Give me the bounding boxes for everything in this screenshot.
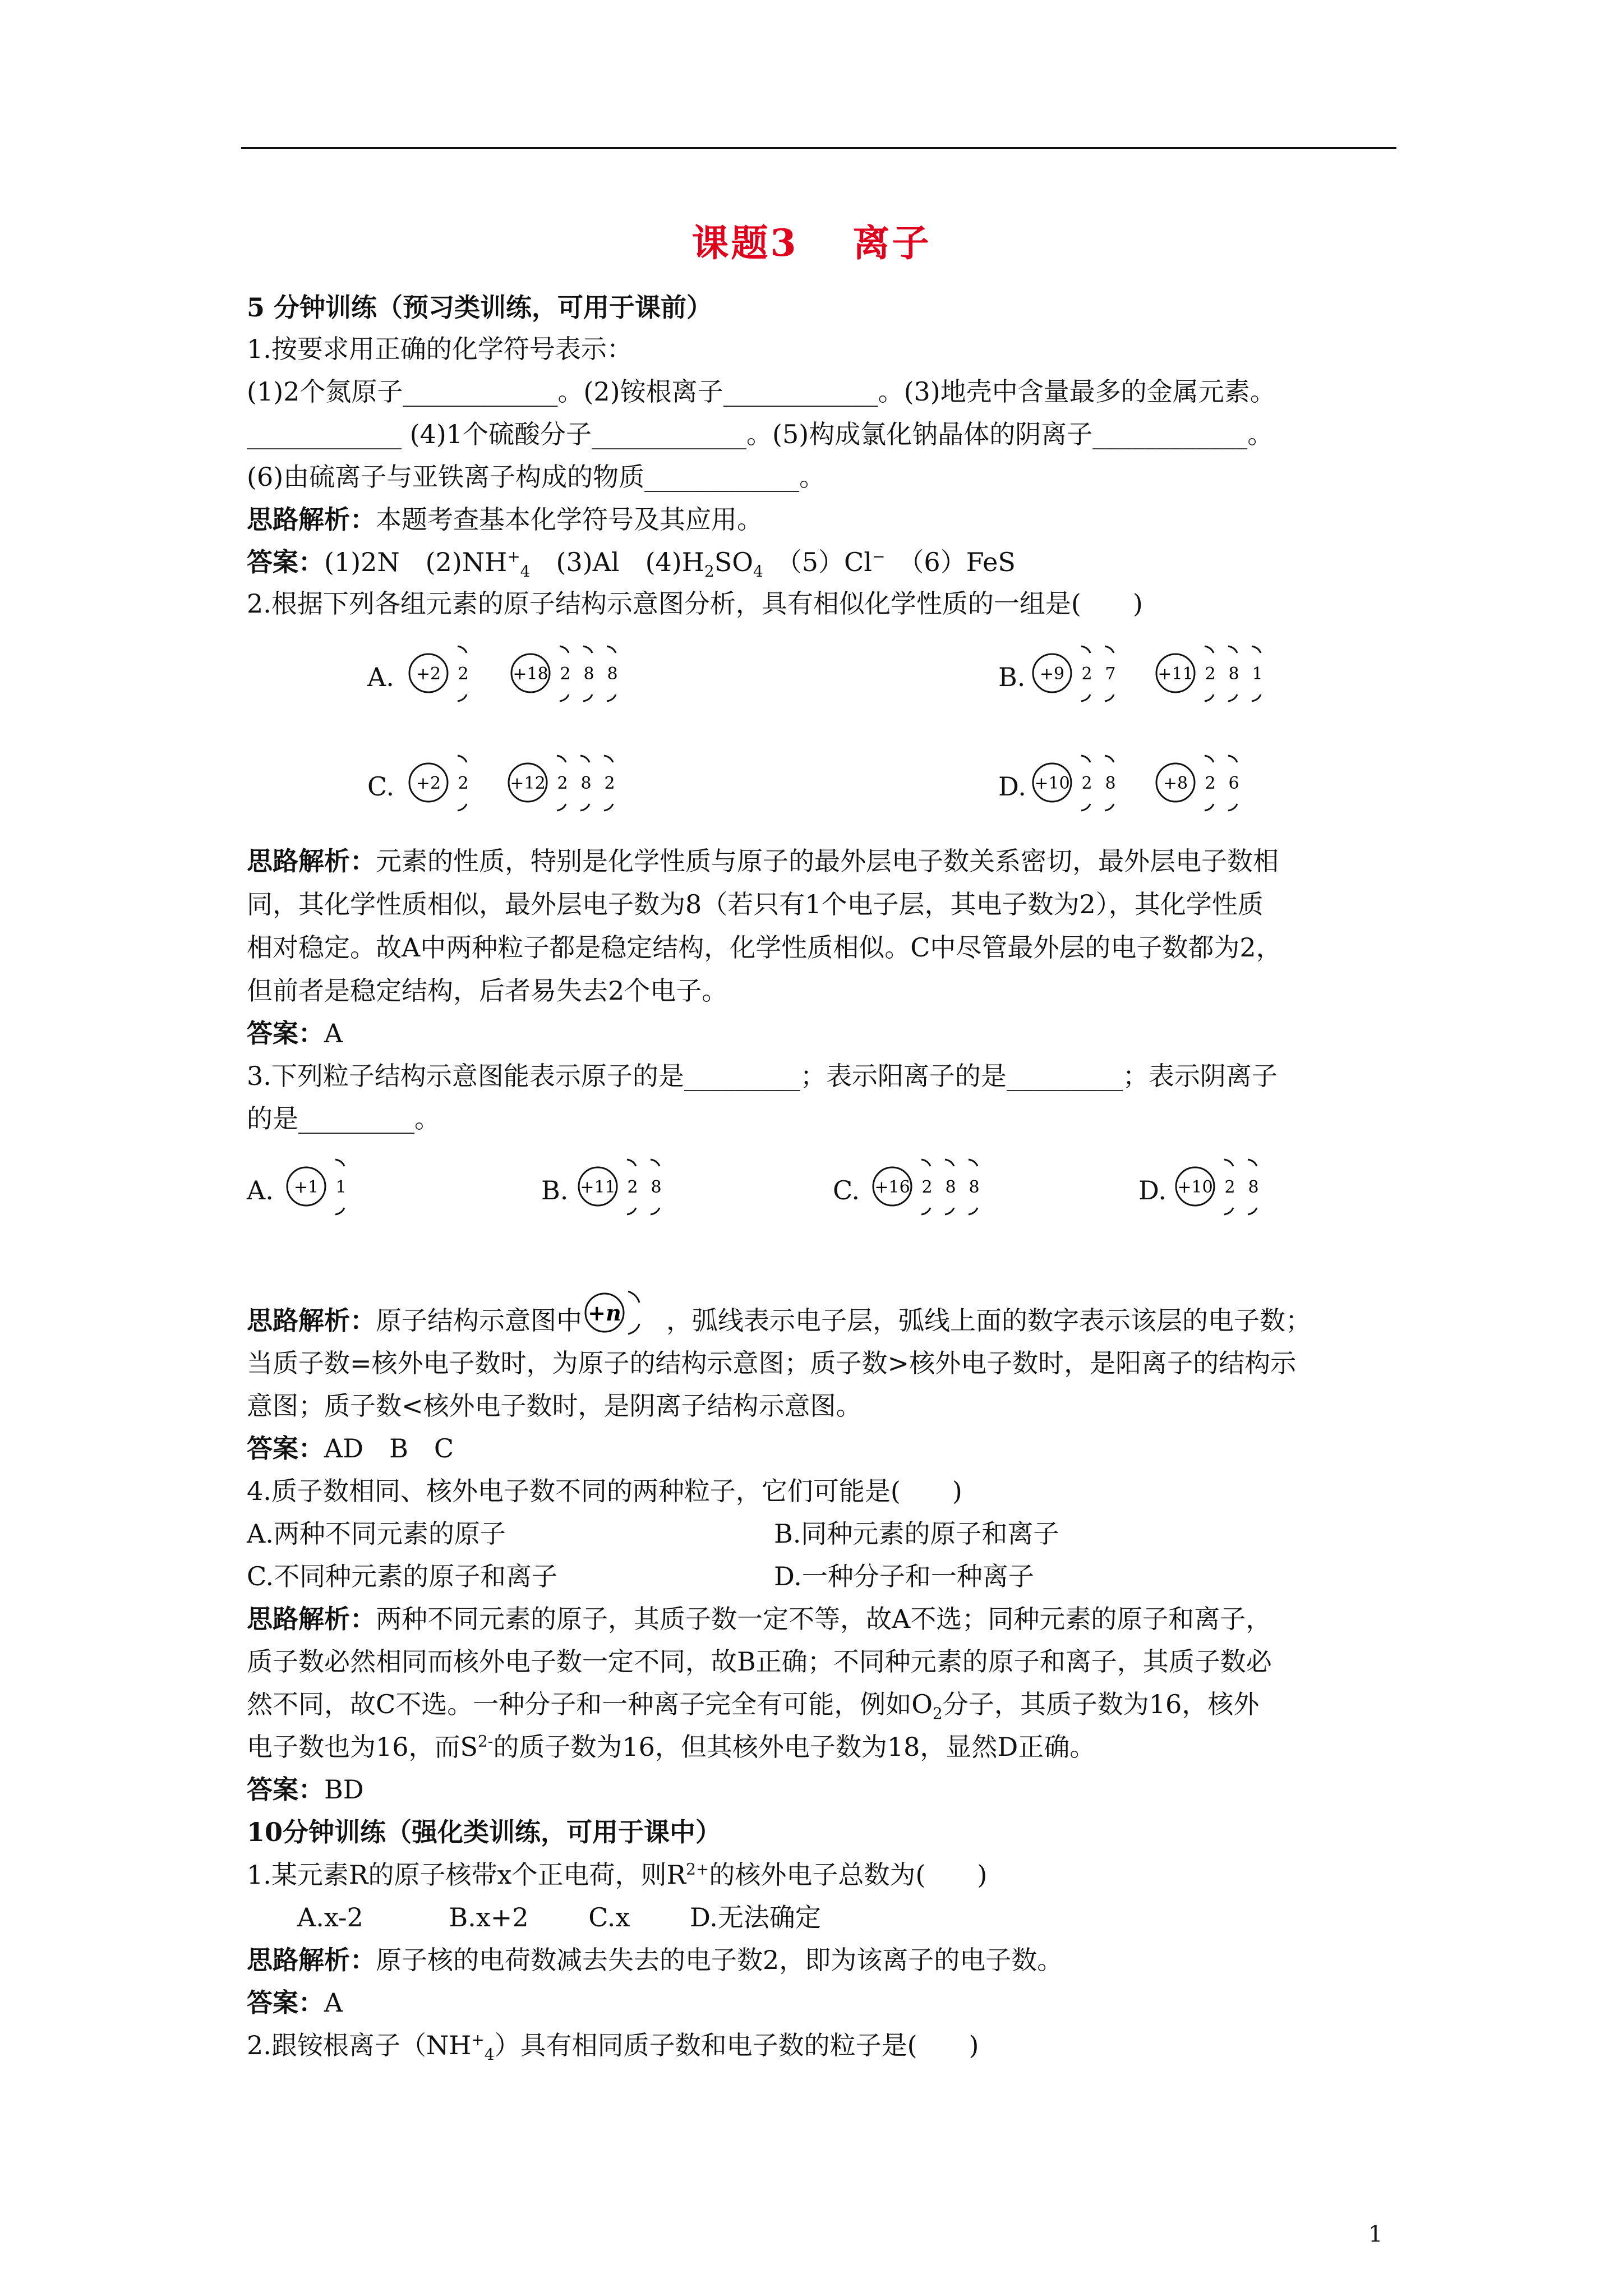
shell-arc-top xyxy=(1228,756,1237,762)
shell-arc-bottom xyxy=(458,694,467,701)
shell-electron-count: 8 xyxy=(607,664,618,684)
plus-n-nucleus-icon xyxy=(582,1300,666,1340)
shell-electron-count: 8 xyxy=(945,1177,956,1197)
q4-analysis-2: 质子数必然相同而核外电子数一定不同，故B正确；不同种元素的原子和离子，其质子数必 xyxy=(247,1646,1272,1677)
shell-arc-top xyxy=(1081,756,1090,762)
q6-stem: 2.跟铵根离子$(NH^+_4)$具有相同质子数和电子数的粒子是( ) xyxy=(247,2030,979,2064)
q4-option-b: B.同种元素的原子和离子 xyxy=(774,1519,1059,1549)
header-rule xyxy=(241,147,1396,149)
shell-arc-bottom xyxy=(969,1208,978,1214)
shell-arc-bottom xyxy=(1205,694,1214,701)
shell-arc-top xyxy=(1224,1159,1233,1166)
shell-arc-top xyxy=(1228,646,1237,653)
shell-arc-top xyxy=(1081,646,1090,653)
shell-arc-bottom xyxy=(1248,1208,1257,1214)
nucleus-charge: +16 xyxy=(874,1177,910,1197)
shell-electron-count: 2 xyxy=(1205,774,1216,793)
q1-answer: 答案：(1)2N $(2)NH^+_4$ (3)Al $(4)H_2SO_4$ （5）Cl− （6）FeS xyxy=(247,547,1016,581)
shell-arc-top xyxy=(945,1159,954,1166)
shell-electron-count: 8 xyxy=(969,1177,980,1197)
shell-arc-bottom xyxy=(1081,694,1090,701)
shell-arc-top xyxy=(969,1159,978,1166)
shell-arc-bottom xyxy=(335,1208,344,1214)
shell-arc-bottom xyxy=(607,694,616,701)
shell-electron-count: 6 xyxy=(1228,774,1239,793)
shell-arc-top xyxy=(557,756,566,762)
q2-stem: 2.根据下列各组元素的原子结构示意图分析，具有相似化学性质的一组是( ) xyxy=(247,588,1143,619)
q5-analysis: 思路解析：原子核的电荷数减去失去的电子数2，即为该离子的电子数。 xyxy=(247,1945,1063,1975)
q3-option-a-label: A. xyxy=(247,1175,274,1205)
q2-option-b-label: B. xyxy=(998,662,1026,692)
q2-analysis-1: 思路解析：元素的性质，特别是化学性质与原子的最外层电子数关系密切，最外层电子数相 xyxy=(247,846,1279,876)
shell-electron-count: 2 xyxy=(627,1177,638,1197)
shell-electron-count: 8 xyxy=(580,774,592,793)
shell-electron-count: 8 xyxy=(651,1177,662,1197)
shell-arc-bottom xyxy=(945,1208,954,1214)
shell-arc-top xyxy=(335,1159,344,1166)
nucleus-charge: +1 xyxy=(293,1177,319,1197)
q3-c-atom xyxy=(872,1153,999,1228)
shell-arc-bottom xyxy=(560,694,569,701)
page-title: 课题3 离子 xyxy=(691,221,932,265)
q2-d-atom1 xyxy=(1032,749,1135,824)
q2-option-c-label: C. xyxy=(367,771,395,802)
svg-text:+n: +n xyxy=(588,1300,621,1326)
shell-arc-top xyxy=(583,646,592,653)
shell-arc-bottom xyxy=(458,804,467,811)
shell-electron-count: 2 xyxy=(1081,664,1092,684)
q5-options: A.x-2 B.x+2 C.x D.无法确定 xyxy=(297,1902,821,1932)
shell-arc-bottom xyxy=(580,804,589,811)
q3-analysis-2: 当质子数=核外电子数时，为原子的结构示意图；质子数>核外电子数时，是阳离子的结构示 xyxy=(247,1348,1297,1378)
shell-arc-bottom xyxy=(1224,1208,1233,1214)
q3-option-d-label: D. xyxy=(1138,1175,1166,1205)
shell-electron-count: 2 xyxy=(458,664,469,684)
q2-c-atom2 xyxy=(508,749,634,824)
q3-analysis-3: 意图；质子数<核外电子数时，是阴离子结构示意图。 xyxy=(247,1391,862,1421)
q5-answer: 答案：A xyxy=(247,1987,343,2018)
nucleus-charge: +2 xyxy=(416,664,441,684)
q4-stem: 4.质子数相同、核外电子数不同的两种粒子，它们可能是( ) xyxy=(247,1476,962,1506)
nucleus-charge: +10 xyxy=(1177,1177,1213,1197)
q3-d-atom xyxy=(1175,1153,1278,1228)
q4-option-a: A.两种不同元素的原子 xyxy=(247,1519,506,1549)
q3-stem-2: 的是_________。 xyxy=(247,1103,440,1134)
shell-arc-top xyxy=(921,1159,930,1166)
q5-stem: 1.某元素R的原子核带x个正电荷，则$R^{2+}$的核外电子总数为( ) xyxy=(247,1860,988,1890)
q4-option-c: C.不同种元素的原子和离子 xyxy=(247,1561,558,1591)
shell-arc-bottom xyxy=(1205,804,1214,811)
shell-arc-top xyxy=(651,1159,660,1166)
shell-electron-count: 2 xyxy=(921,1177,933,1197)
nucleus-charge: +12 xyxy=(510,774,546,793)
shell-electron-count: 2 xyxy=(1205,664,1216,684)
nucleus-charge: +9 xyxy=(1039,664,1065,684)
shell-arc-bottom xyxy=(1105,694,1114,701)
q3-option-c-label: C. xyxy=(833,1175,860,1205)
shell-arc-bottom xyxy=(1081,804,1090,811)
q2-analysis-3: 相对稳定。故A中两种粒子都是稳定结构，化学性质相似。C中尽管最外层的电子数都为2， xyxy=(247,932,1282,963)
q2-a-atom2 xyxy=(510,639,637,715)
section-heading-5min: 5 分钟训练（预习类训练，可用于课前） xyxy=(247,292,713,323)
q4-answer: 答案：BD xyxy=(247,1774,364,1805)
q2-analysis-2: 同，其化学性质相似，最外层电子数为8（若只有1个电子层，其电子数为2），其化学性质 xyxy=(247,889,1264,919)
shell-arc-bottom xyxy=(1105,804,1114,811)
shell-arc-top xyxy=(1205,756,1214,762)
shell-arc-top xyxy=(458,646,467,653)
shell-electron-count: 8 xyxy=(1248,1177,1259,1197)
q2-a-atom1 xyxy=(408,639,488,715)
nucleus-charge: +11 xyxy=(1158,664,1193,684)
shell-electron-count: 2 xyxy=(604,774,615,793)
shell-arc-bottom xyxy=(557,804,566,811)
q1-analysis: 思路解析：本题考查基本化学符号及其应用。 xyxy=(247,504,763,535)
shell-electron-count: 1 xyxy=(1252,664,1263,684)
shell-arc-top xyxy=(580,756,589,762)
shell-arc-bottom xyxy=(627,1208,636,1214)
nucleus-charge: +8 xyxy=(1163,774,1188,793)
shell-arc-bottom xyxy=(1228,694,1237,701)
nucleus-charge: +2 xyxy=(416,774,441,793)
q2-c-atom1 xyxy=(408,749,488,824)
shell-arc-bottom xyxy=(651,1208,660,1214)
q4-option-d: D.一种分子和一种离子 xyxy=(774,1561,1034,1591)
q2-analysis-4: 但前者是稳定结构，后者易失去2个电子。 xyxy=(247,976,728,1006)
q3-answer: 答案：AD B C xyxy=(247,1433,454,1464)
q3-stem-1: 3.下列粒子结构示意图能表示原子的是_________；表示阳离子的是_________；表示阴离子 xyxy=(247,1061,1278,1091)
shell-electron-count: 8 xyxy=(1105,774,1116,793)
q4-analysis-1: 思路解析：两种不同元素的原子，其质子数一定不等，故A不选；同种元素的原子和离子， xyxy=(247,1604,1272,1634)
q2-option-a-label: A. xyxy=(367,662,394,692)
q2-d-atom2 xyxy=(1155,749,1258,824)
shell-arc-top xyxy=(1252,646,1261,653)
shell-electron-count: 8 xyxy=(1228,664,1239,684)
section-heading-10min: 10分钟训练（强化类训练，可用于课中） xyxy=(247,1817,722,1847)
q1-line1: (1)2个氮原子____________。(2)铵根离子____________。(3)地壳中含量最多的金属元素。 xyxy=(247,376,1276,407)
q1-stem: 1.按要求用正确的化学符号表示： xyxy=(247,334,633,364)
q1-line2: ____________ (4)1个硫酸分子____________。(5)构成氯化钠晶体的阴离子____________。 xyxy=(247,419,1274,449)
shell-electron-count: 1 xyxy=(335,1177,347,1197)
q4-analysis-4: 电子数也为16，而$S^{2-}$的质子数为16，但其核外电子数为18，显然D正确。 xyxy=(247,1732,1096,1762)
shell-arc-top xyxy=(604,756,613,762)
nucleus-charge: +10 xyxy=(1034,774,1070,793)
nucleus-charge: +18 xyxy=(513,664,548,684)
q3-analysis-1: 思路解析：原子结构示意图中 +n ，弧线表示电子层，弧线上面的数字表示该层的电子数； xyxy=(247,1304,1311,1340)
shell-electron-count: 2 xyxy=(557,774,568,793)
q2-b-atom1 xyxy=(1032,639,1135,715)
shell-electron-count: 2 xyxy=(560,664,571,684)
q4-analysis-3: 然不同，故C不选。一种分子和一种离子完全有可能，例如$O_2$分子，其质子数为16，核外 xyxy=(247,1689,1260,1723)
q2-b-atom2 xyxy=(1155,639,1282,715)
shell-electron-count: 2 xyxy=(458,774,469,793)
shell-electron-count: 7 xyxy=(1105,664,1116,684)
shell-arc-top xyxy=(1205,646,1214,653)
shell-arc-bottom xyxy=(583,694,592,701)
shell-arc-top xyxy=(1105,756,1114,762)
shell-arc-bottom xyxy=(1252,694,1261,701)
shell-arc-top xyxy=(458,756,467,762)
nucleus-charge: +11 xyxy=(580,1177,616,1197)
q3-a-atom xyxy=(286,1153,366,1228)
shell-arc-bottom xyxy=(1228,804,1237,811)
shell-electron-count: 2 xyxy=(1081,774,1092,793)
page-number: 1 xyxy=(1368,2221,1383,2247)
q1-line3: (6)由硫离子与亚铁离子构成的物质____________。 xyxy=(247,462,826,492)
shell-arc-bottom xyxy=(604,804,613,811)
shell-arc-bottom xyxy=(921,1208,930,1214)
q3-option-b-label: B. xyxy=(541,1175,569,1205)
shell-arc-top xyxy=(560,646,569,653)
shell-electron-count: 2 xyxy=(1224,1177,1235,1197)
q2-option-d-label: D. xyxy=(998,771,1026,802)
shell-arc-top xyxy=(1248,1159,1257,1166)
shell-arc-top xyxy=(627,1159,636,1166)
q2-answer: 答案：A xyxy=(247,1018,343,1048)
shell-electron-count: 8 xyxy=(583,664,594,684)
q3-b-atom xyxy=(578,1153,681,1228)
shell-arc-top xyxy=(1105,646,1114,653)
shell-arc-top xyxy=(607,646,616,653)
